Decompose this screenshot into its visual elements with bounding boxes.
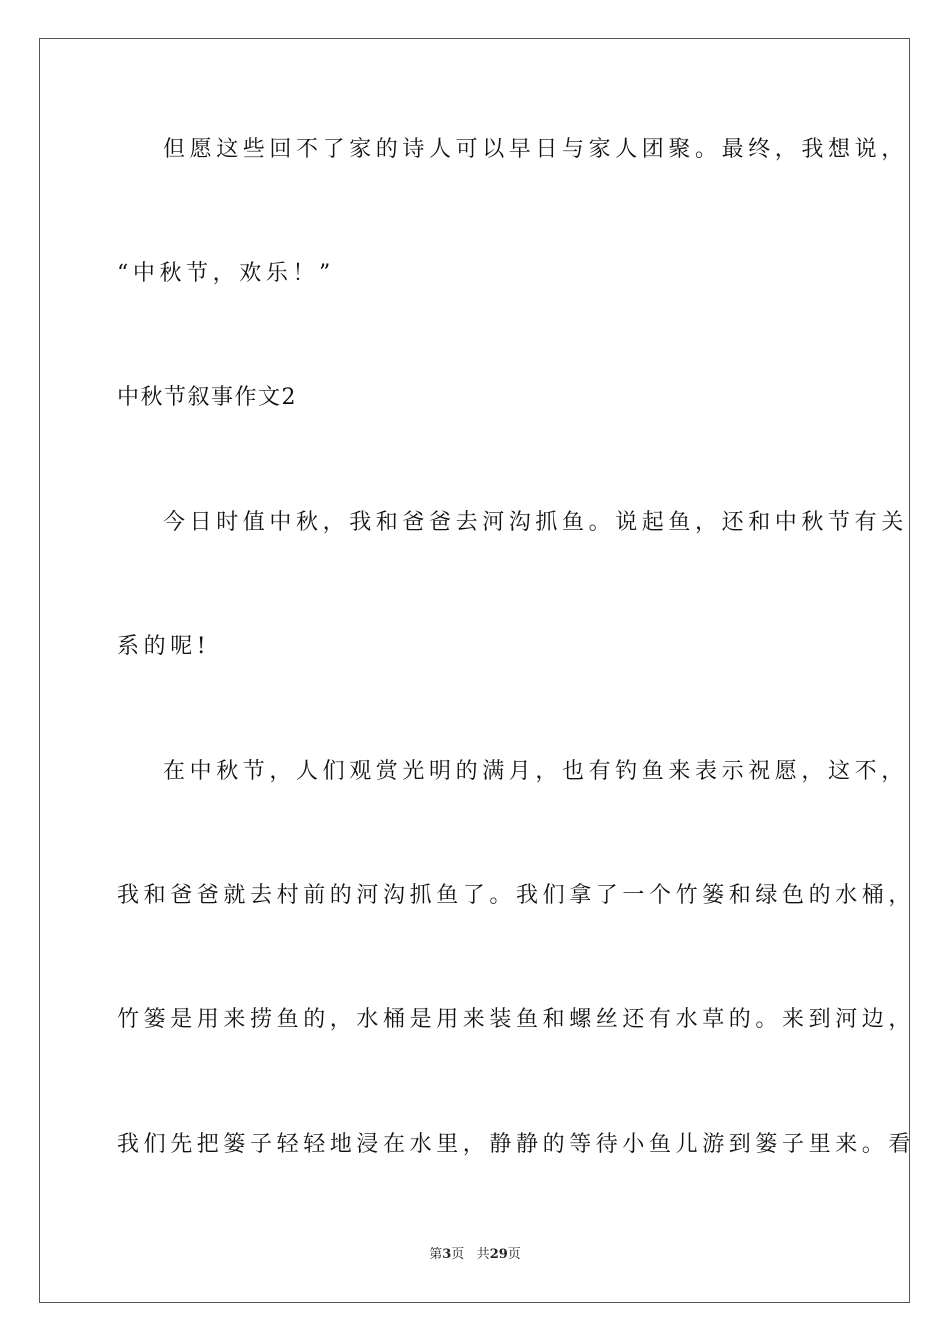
paragraph-line: 我们先把篓子轻轻地浸在水里，静静的等待小鱼儿游到篓子里来。看	[117, 1132, 916, 1157]
paragraph-line: 在中秋节，人们观赏光明的满月，也有钓鱼来表示祝愿，这不，	[163, 759, 908, 784]
paragraph-line: 今日时值中秋，我和爸爸去河沟抓鱼。说起鱼，还和中秋节有关	[163, 510, 908, 535]
footer-total-pages: 29	[489, 1247, 508, 1262]
page-frame	[39, 38, 910, 1303]
page-footer	[0, 1246, 950, 1264]
paragraph-line: 但愿这些回不了家的诗人可以早日与家人团聚。最终，我想说，	[163, 137, 908, 162]
paragraph-line: 我和爸爸就去村前的河沟抓鱼了。我们拿了一个竹篓和绿色的水桶，	[117, 883, 916, 908]
footer-total-prefix: 共	[476, 1247, 490, 1262]
footer-page-suffix: 页	[451, 1247, 465, 1262]
paragraph-line: “中秋节，欢乐！”	[117, 261, 335, 286]
paragraph-line: 系的呢!	[117, 634, 211, 659]
section-heading: 中秋节叙事作文2	[117, 385, 297, 410]
paragraph-line: 竹篓是用来捞鱼的，水桶是用来装鱼和螺丝还有水草的。来到河边，	[117, 1007, 916, 1032]
footer-page-number: 3	[442, 1247, 452, 1262]
footer-page-prefix: 第	[429, 1247, 443, 1262]
footer-total-suffix: 页	[507, 1247, 521, 1262]
